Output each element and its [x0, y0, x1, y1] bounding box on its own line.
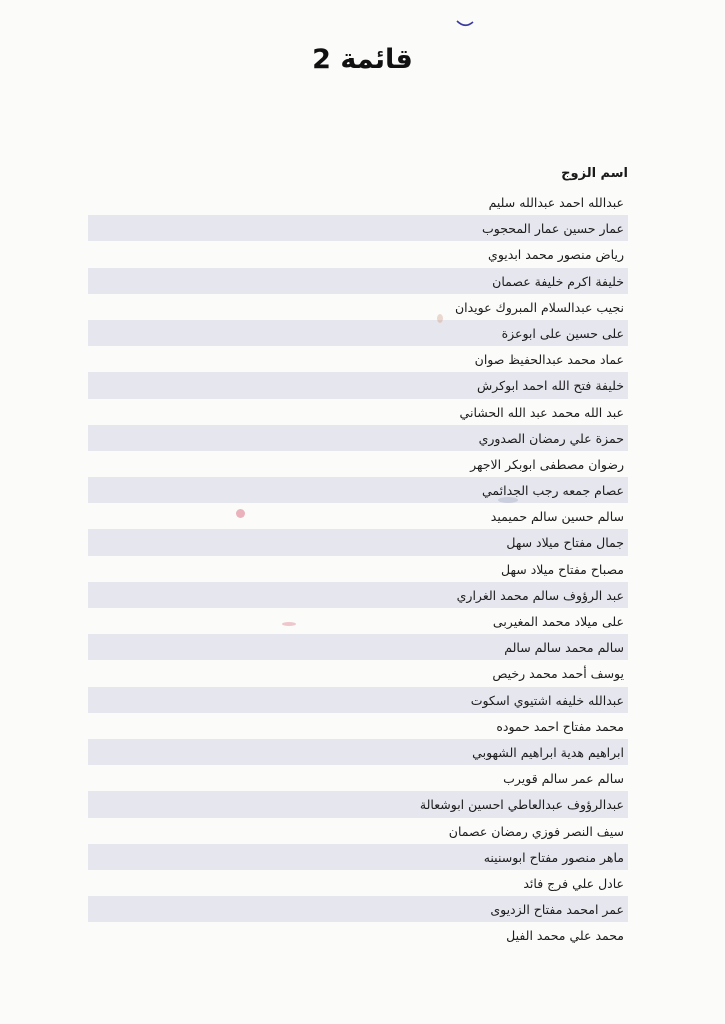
husband-name: سالم محمد سالم سالم	[504, 640, 624, 656]
list-item	[88, 529, 628, 555]
list-item	[88, 346, 628, 372]
husband-name: سالم عمر سالم قويرب	[503, 771, 624, 787]
list-item	[88, 477, 628, 503]
list-item	[88, 634, 628, 660]
husband-name: مصباح مفتاح ميلاد سهل	[501, 561, 624, 577]
husband-name: خليفة فتح الله احمد ابوكرش	[477, 378, 624, 394]
list-item	[88, 503, 628, 529]
list-item	[88, 294, 628, 320]
husband-name: رضوان مصطفى ابوبكر الاجهر	[470, 456, 624, 472]
list-item	[88, 844, 628, 870]
husband-name: عبدالرؤوف عبدالعاطي احسين ابوشعالة	[419, 797, 624, 813]
list-item	[88, 739, 628, 765]
list-item	[88, 922, 628, 948]
list-item	[88, 713, 628, 739]
list-item	[88, 818, 628, 844]
stain-mark	[437, 314, 443, 323]
husband-name: نجيب عبدالسلام المبروك عويدان	[454, 299, 624, 315]
husband-name: عبد الرؤوف سالم محمد الغراري	[456, 587, 624, 603]
list-item	[88, 320, 628, 346]
husband-name: محمد مفتاح احمد حموده	[496, 718, 624, 734]
list-item	[88, 189, 628, 215]
page-title: قائمة 2	[312, 44, 413, 75]
column-header: اسم الزوج	[561, 166, 628, 181]
list-item	[88, 765, 628, 791]
list-item	[88, 556, 628, 582]
husband-name: عبدالله خليفه اشتيوي اسكوت	[470, 692, 624, 708]
husband-name: عصام جمعه رجب الجدائمي	[482, 483, 624, 499]
list-item	[88, 870, 628, 896]
list-item	[88, 268, 628, 294]
husband-name: ماهر منصور مفتاح ابوسنينه	[483, 849, 624, 865]
husband-name: رياض منصور محمد ابديوي	[488, 247, 624, 263]
husband-name: على ميلاد محمد المغيربى	[492, 614, 624, 629]
husband-name: ابراهيم هدية ابراهيم الشهوبي	[472, 744, 624, 760]
husband-name: يوسف أحمد محمد رخيص	[492, 666, 624, 682]
list-item	[88, 608, 628, 634]
husband-name: عادل علي فرج فائد	[523, 875, 624, 891]
husband-name: عبد الله محمد عبد الله الحشاني	[459, 404, 624, 420]
husband-name: سيف النصر فوزي رمضان عصمان	[448, 823, 624, 839]
husband-name: محمد علي محمد الفيل	[506, 928, 624, 944]
list-item	[88, 687, 628, 713]
husband-name: عبدالله احمد عبدالله سليم	[488, 195, 624, 210]
husband-name: على حسين على ابوعزة	[501, 325, 624, 341]
names-list	[88, 189, 628, 948]
husband-name: عماد محمد عبدالحفيظ صوان	[474, 352, 624, 368]
stain-mark	[282, 622, 296, 626]
list-item	[88, 660, 628, 686]
husband-name: عمار حسين عمار المحجوب	[481, 221, 624, 237]
list-item	[88, 451, 628, 477]
husband-name: عمر امحمد مفتاح الزديوى	[490, 902, 624, 918]
list-item	[88, 215, 628, 241]
list-item	[88, 399, 628, 425]
husband-name: حمزة علي رمضان الصدوري	[478, 430, 624, 446]
stain-mark	[498, 497, 518, 503]
list-item	[88, 896, 628, 922]
husband-name: سالم حسين سالم حميميد	[490, 509, 624, 525]
stain-mark	[236, 509, 245, 518]
list-item	[88, 372, 628, 398]
list-item	[88, 425, 628, 451]
husband-name: جمال مفتاح ميلاد سهل	[506, 535, 624, 551]
list-item	[88, 241, 628, 267]
list-item	[88, 791, 628, 817]
list-item	[88, 582, 628, 608]
husband-name: خليفة اكرم خليفة عصمان	[492, 273, 624, 289]
pen-mark-icon	[455, 18, 475, 30]
